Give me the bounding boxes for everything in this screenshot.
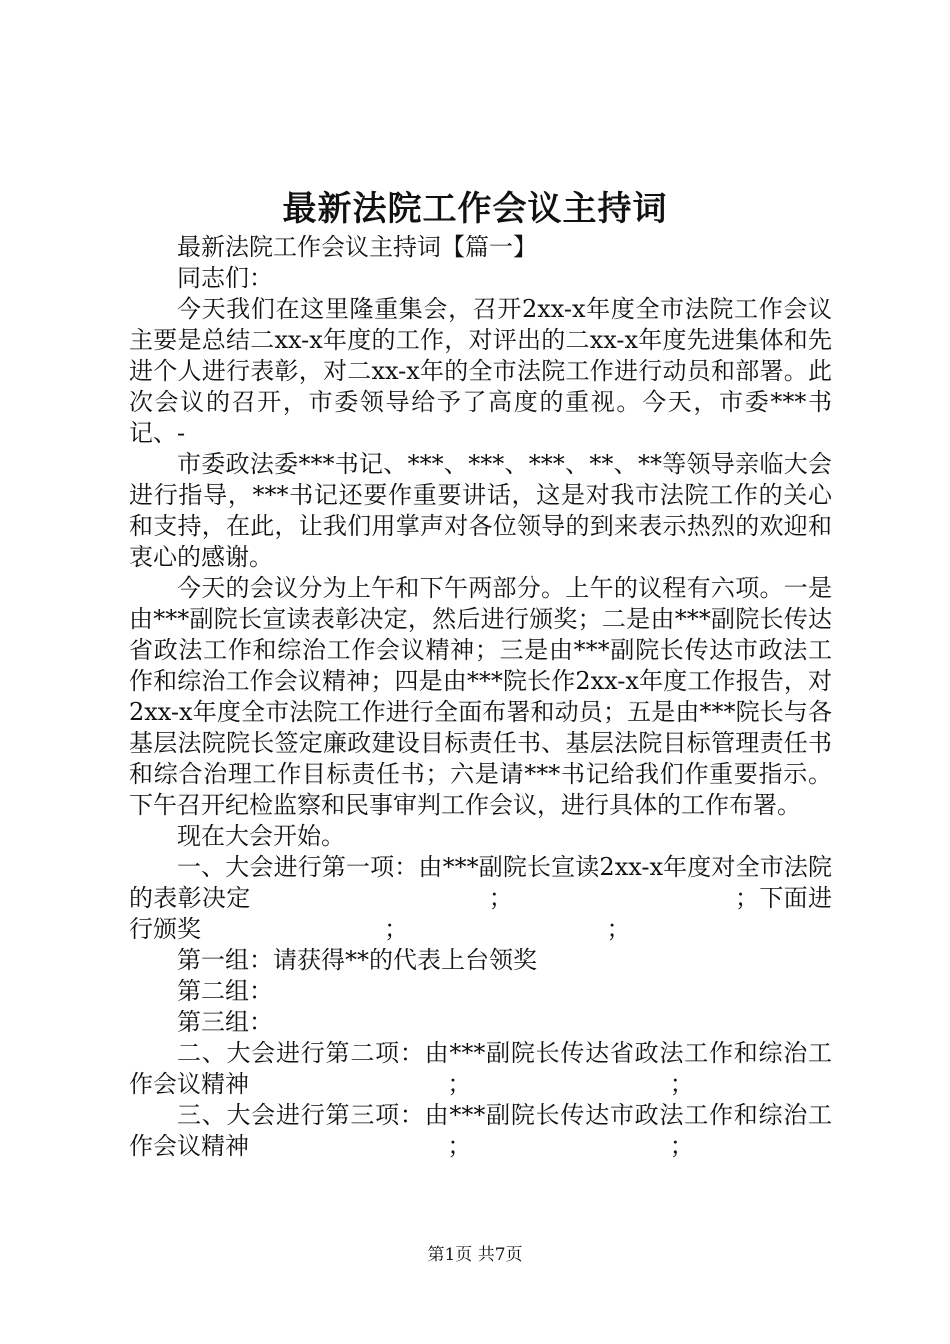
paragraph: 第三组： (177, 1008, 273, 1036)
paragraph: 现在大会开始。 (177, 822, 345, 850)
document-title: 最新法院工作会议主持词 (282, 189, 668, 229)
paragraph: 第二组： (177, 977, 273, 1005)
paragraph-salutation: 同志们： (177, 264, 273, 292)
paragraph: 二、大会进行第二项：由***副院长传达省政法工作和综治工作会议精神 ； ； (129, 1039, 832, 1098)
page-footer: 第1页 共7页 (427, 1245, 523, 1265)
paragraph: 市委政法委***书记、***、***、***、**、**等领导亲临大会进行指导，***书记还要作重要讲话，这是对我市法院工作的关心和支持，在此，让我们用掌声对各位领导的到来表示热烈的欢迎和衷心的感谢。 (129, 450, 832, 571)
paragraph: 三、大会进行第三项：由***副院长传达市政法工作和综治工作会议精神 ； ； (129, 1101, 832, 1160)
paragraph: 第一组：请获得**的代表上台领奖 (177, 946, 537, 974)
paragraph-heading: 最新法院工作会议主持词【篇一】 (177, 233, 537, 261)
paragraph: 今天的会议分为上午和下午两部分。上午的议程有六项。一是由***副院长宣读表彰决定，然后进行颁奖；二是由***副院长传达省政法工作和综治工作会议精神；三是由***副院长传达市政法工作和综治工作会议精神；四是由***院长作2xx-x年度工作报告，对2xx-x年度全市法院工作进行全面布署和动员；五是由***院长与各基层法院院长签定廉政建设目标责任书、基层法院目标管理责任书和综合治理工作目标责任书；六是请***书记给我们作重要指示。下午召开纪检监察和民事审判工作会议，进行具体的工作布署。 (129, 574, 832, 819)
paragraph: 今天我们在这里隆重集会，召开2xx-x年度全市法院工作会议主要是总结二xx-x年度的工作，对评出的二xx-x年度先进集体和先进个人进行表彰，对二xx-x年的全市法院工作进行动员和部署。此次会议的召开，市委领导给予了高度的重视。今天，市委***书记、- (129, 295, 832, 447)
document-body (129, 232, 832, 1162)
paragraph: 一、大会进行第一项：由***副院长宣读2xx-x年度对全市法院的表彰决定 ； ；下面进行颁奖 ； ； (129, 853, 832, 943)
